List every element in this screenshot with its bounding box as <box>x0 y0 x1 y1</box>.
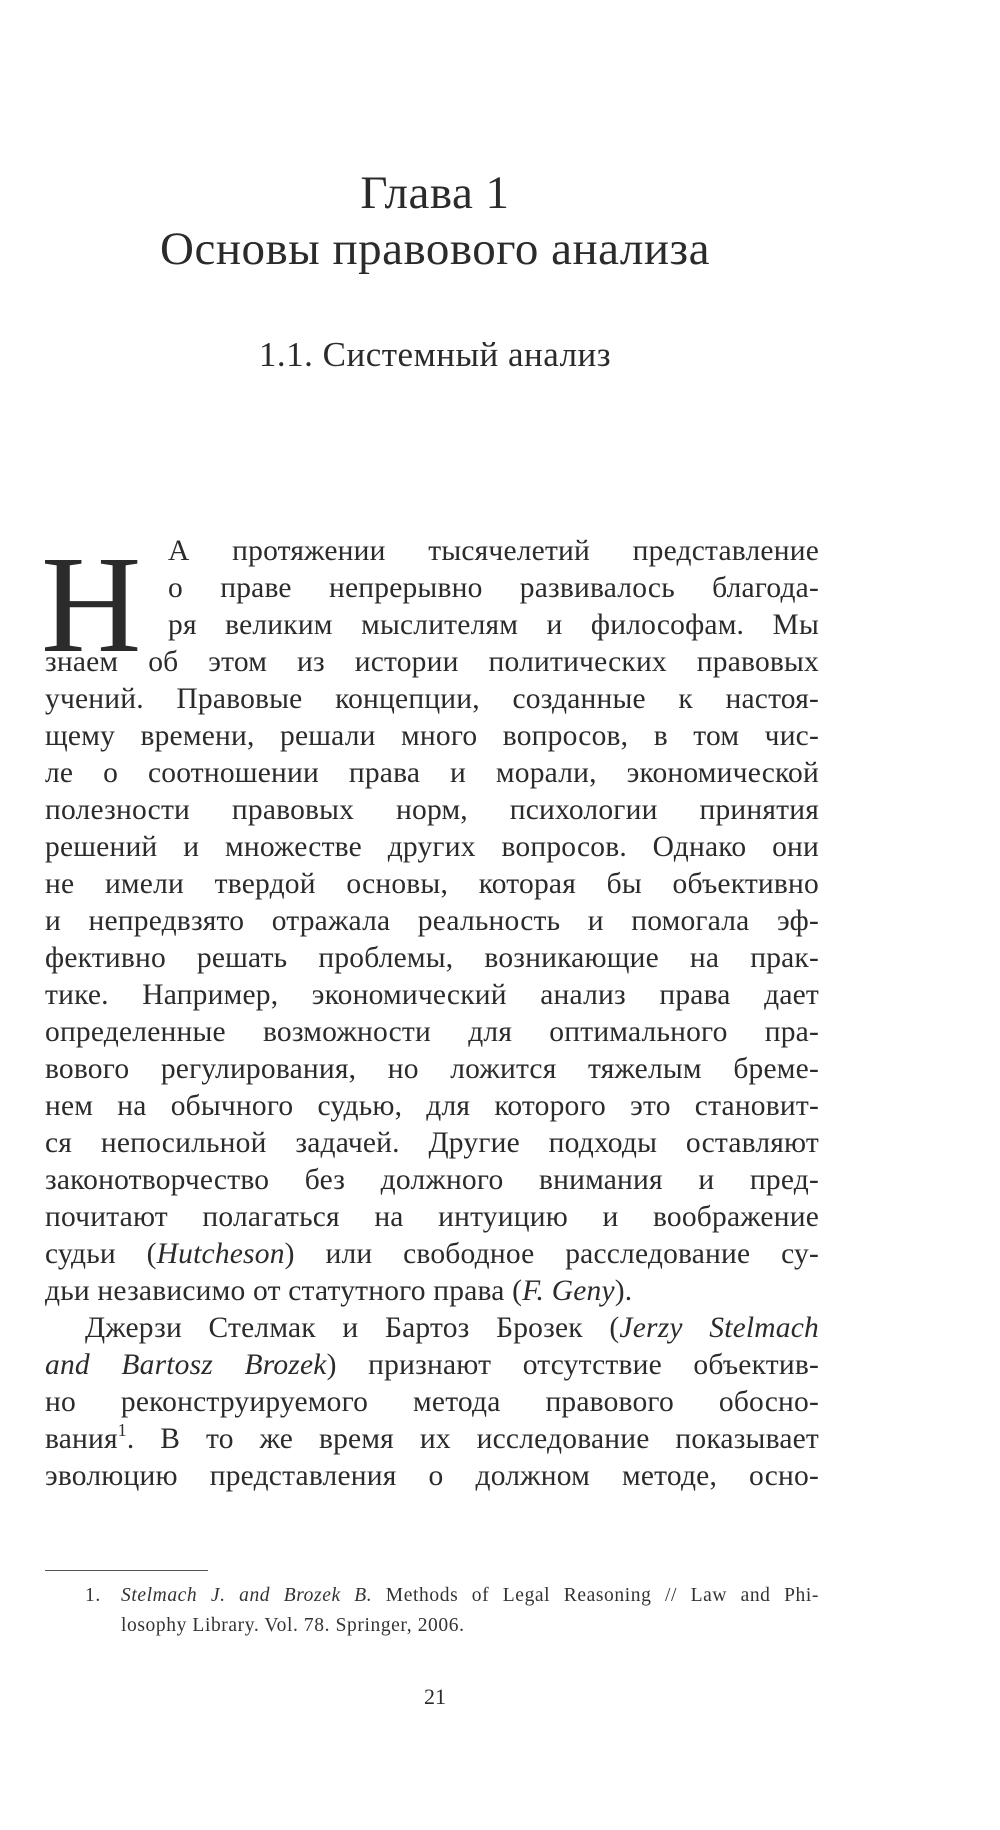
text-line: вового регулирования, но ложится тяжелым бреме- <box>45 1053 819 1085</box>
footnote-divider <box>45 1570 208 1571</box>
italic-name: Hutcheson <box>156 1238 285 1270</box>
italic-name: and Bartosz Brozek <box>45 1349 327 1381</box>
text-line: законотворчество без должного внимания и пред- <box>45 1164 819 1196</box>
drop-cap: Н <box>41 528 142 682</box>
text-line: ря великим мыслителям и философам. Мы <box>168 609 819 641</box>
italic-name: Jerzy Stelmach <box>619 1312 819 1344</box>
footnote-line: losophy Library. Vol. 78. Springer, 2006. <box>121 1615 465 1636</box>
text-line: щему времени, решали много вопросов, в том чис- <box>45 720 819 752</box>
text-line: определенные возможности для оптимального пра- <box>45 1016 819 1048</box>
italic-name: F. Geny <box>522 1275 615 1307</box>
text-line: and Bartosz Brozek) признают отсутствие объектив- <box>45 1349 819 1381</box>
text-line: учений. Правовые концепции, созданные к настоя- <box>45 683 819 715</box>
text-line: дьи независимо от статутного права (F. Geny). <box>45 1275 633 1307</box>
text-line: почитают полагаться на интуицию и воображение <box>45 1201 819 1233</box>
text-line: тике. Например, экономический анализ права дает <box>45 979 819 1011</box>
text-line: не имели твердой основы, которая бы объективно <box>45 868 819 900</box>
text-line: о праве непрерывно развивалось благода- <box>168 572 819 604</box>
text-line: полезности правовых норм, психологии принятия <box>45 794 819 826</box>
text-line: А протяжении тысячелетий представление <box>168 535 819 567</box>
footnote-authors: Stelmach J. and Brozek B. <box>121 1585 373 1606</box>
text-line: фективно решать проблемы, возникающие на прак- <box>45 942 819 974</box>
text-line: но реконструируемого метода правового обосно- <box>45 1386 819 1418</box>
text-line: судьи (Hutcheson) или свободное расследование су- <box>45 1238 819 1270</box>
text-line: знаем об этом из истории политических правовых <box>45 646 819 678</box>
text-line: Джерзи Стелмак и Бартоз Брозек (Jerzy Stelmach <box>85 1312 819 1344</box>
text-line: ле о соотношении права и морали, экономической <box>45 757 819 789</box>
footnote-marker: 1. <box>85 1585 101 1606</box>
text-line: ся непосильной задачей. Другие подходы оставляют <box>45 1127 819 1159</box>
footnote-line: Stelmach J. and Brozek B. Methods of Legal Reasoning // Law and Phi- <box>121 1585 819 1606</box>
text-line: нем на обычного судью, для которого это становит- <box>45 1090 819 1122</box>
page-number: 21 <box>424 1684 446 1709</box>
text-line: решений и множестве других вопросов. Однако они <box>45 831 819 863</box>
text-line: вания$^1$. В то же время их исследование показывает <box>45 1420 819 1455</box>
text-line: и непредвзято отражала реальность и помогала эф- <box>45 905 819 937</box>
footnote-ref[interactable]: 1 <box>117 1420 127 1440</box>
section-title: 1.1. Системный анализ <box>258 335 612 374</box>
chapter-number: Глава 1 <box>360 167 510 219</box>
text-line: эволюцию представления о должном методе, осно- <box>45 1460 819 1492</box>
chapter-title: Основы правового анализа <box>160 223 710 275</box>
